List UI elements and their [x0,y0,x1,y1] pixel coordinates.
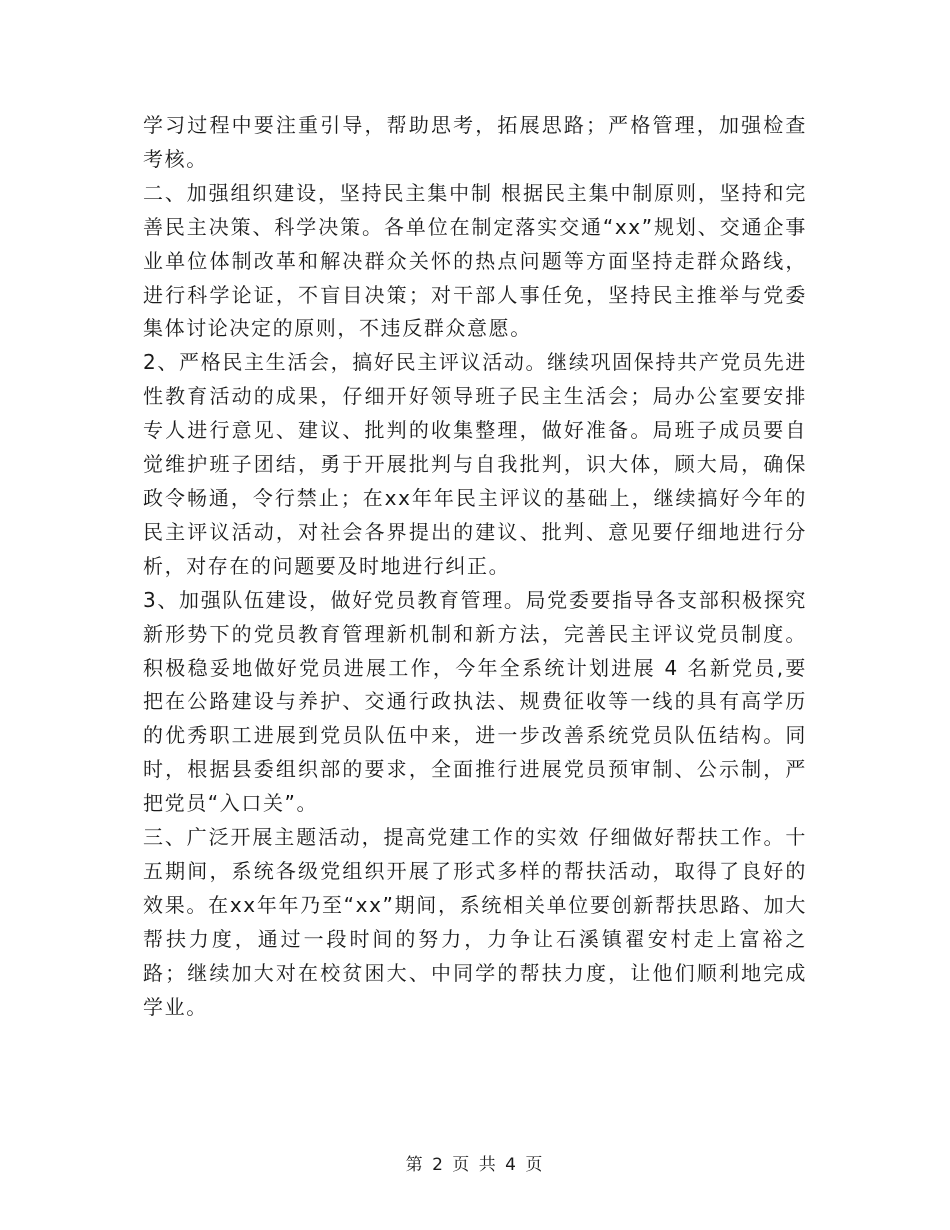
paragraph-organization-building: 二、加强组织建设，坚持民主集中制 根据民主集中制原则，坚持和完善民主决策、科学决策。各单位在制定落实交通“xx”规划、交通企事业单位体制改革和解决群众关怀的热点问题等方面坚持走群众路线，进行科学论证，不盲目决策；对干部人事任免，坚持民主推举与党委集体讨论决定的原则，不违反群众意愿。 [143,180,807,341]
paragraph-democratic-life: 2、严格民主生活会，搞好民主评议活动。继续巩固保持共产党员先进性教育活动的成果，仔细开好领导班子民主生活会；局办公室要安排专人进行意见、建议、批判的收集整理，做好准备。局班子成员要自觉维护班子团结，勇于开展批判与自我批判，识大体，顾大局，确保政令畅通，令行禁止；在xx年年民主评议的基础上，继续搞好今年的民主评议活动，对社会各界提出的建议、批判、意见要仔细地进行分析，对存在的问题要及时地进行纠正。 [143,350,807,578]
paragraph-study-guidance: 学习过程中要注重引导，帮助思考，拓展思路；严格管理，加强检查考核。 [143,113,807,171]
paragraph-team-building: 3、加强队伍建设，做好党员教育管理。局党委要指导各支部积极探究新形势下的党员教育管理新机制和新方法，完善民主评议党员制度。积极稳妥地做好党员进展工作，今年全系统计划进展 4 名新党员,要把在公路建设与养护、交通行政执法、规费征收等一线的具有高学历的优秀职工进展到党员队伍中来，进一步改善系统党员队伍结构。同时，根据县委组织部的要求，全面推行进展党员预审制、公示制，严把党员“入口关”。 [143,587,807,816]
page-number-footer: 第 2 页 共 4 页 [405,1155,545,1175]
document-body [143,109,807,1024]
paragraph-theme-activities: 三、广泛开展主题活动，提高党建工作的实效 仔细做好帮扶工作。十五期间，系统各级党组织开展了形式多样的帮扶活动，取得了良好的效果。在xx年年乃至“xx”期间，系统相关单位要创新帮扶思路、加大帮扶力度，通过一段时间的努力，力争让石溪镇翟安村走上富裕之路；继续加大对在校贫困大、中同学的帮扶力度，让他们顺利地完成学业。 [143,825,807,1019]
